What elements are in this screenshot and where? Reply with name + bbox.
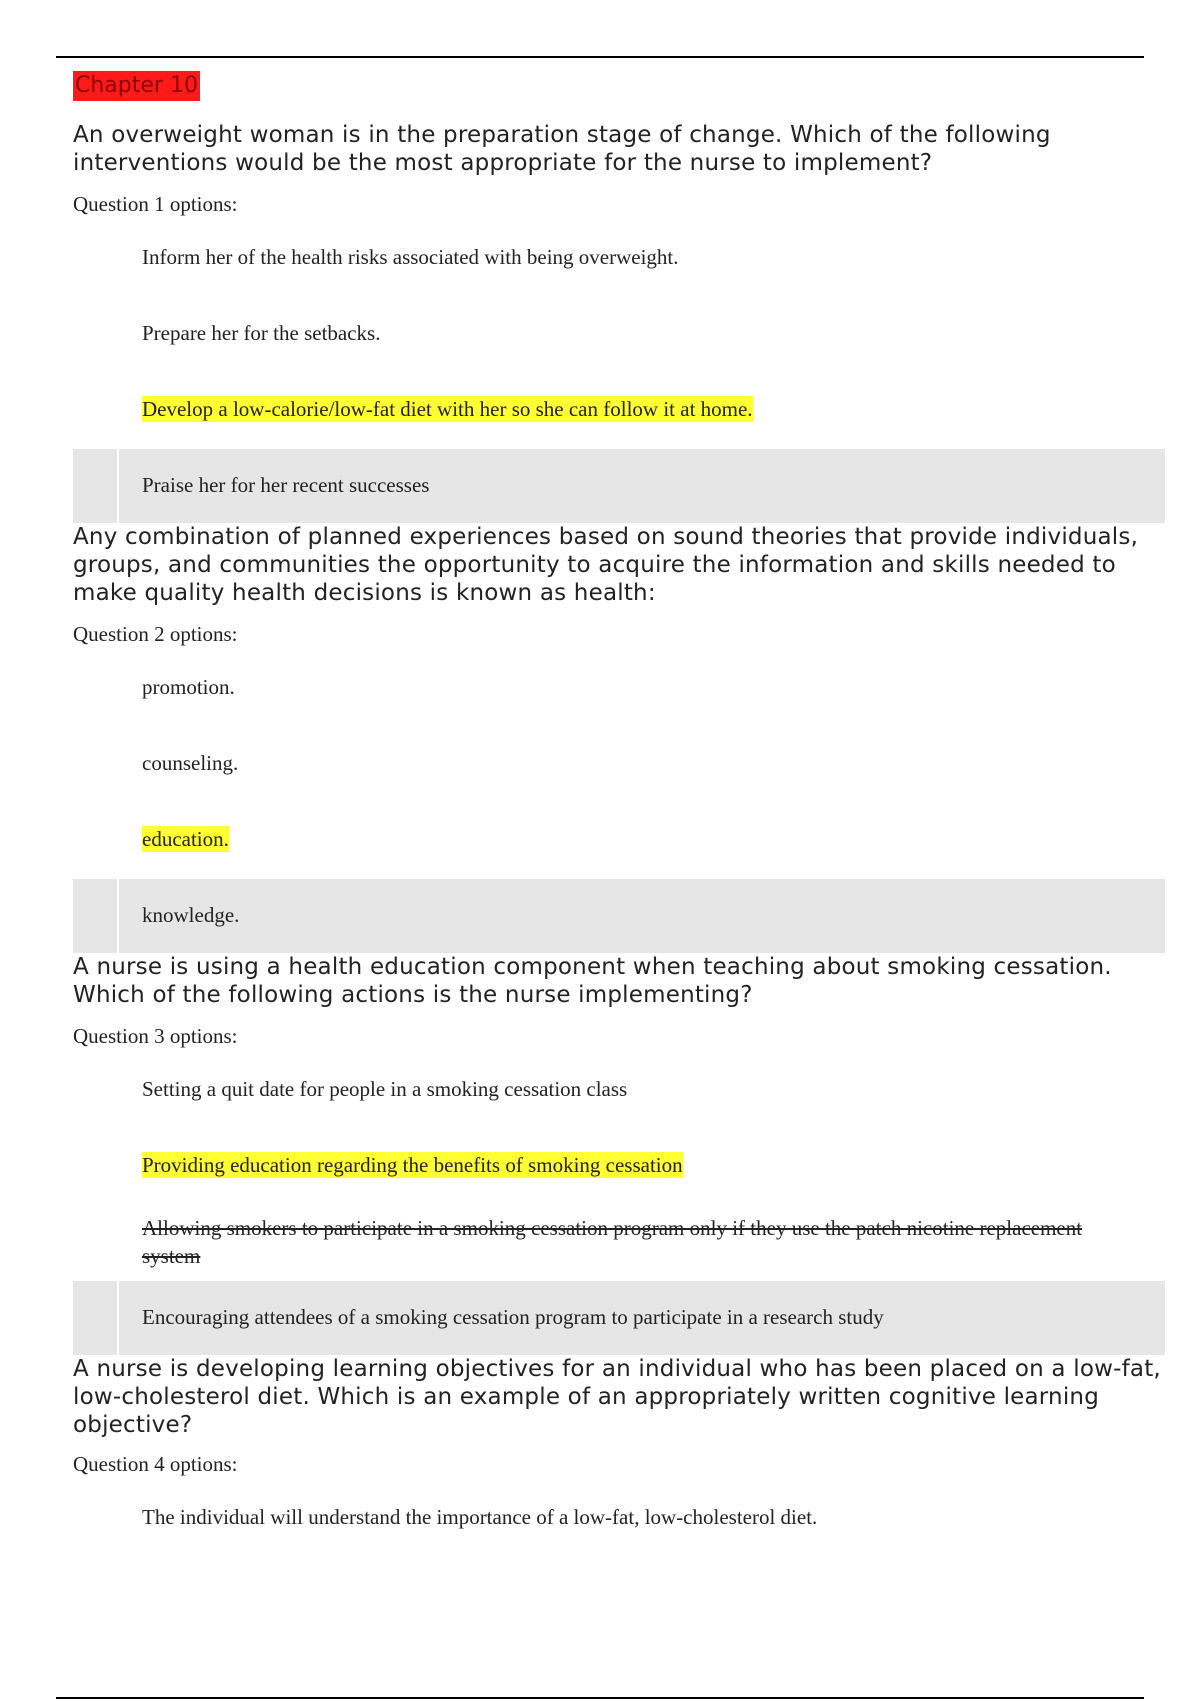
highlighted-answer: education. <box>142 827 229 851</box>
question-1-option-3[interactable] <box>142 395 753 423</box>
question-3-label: Question 3 options: <box>73 1024 238 1048</box>
question-1-text: An overweight woman is in the preparation stage of change. Which of the following interventions would be the most appropriate for the nurse to implement? <box>73 122 1051 176</box>
question-3-text: A nurse is using a health education component when teaching about smoking cessation. Which of the following actions is the nurse implementing? <box>73 954 1112 1008</box>
question-2-option-3[interactable] <box>142 825 229 853</box>
question-2-option-2[interactable]: counseling. <box>142 751 239 775</box>
question-4-text: A nurse is developing learning objectives for an individual who has been placed on a low-fat, low-cholesterol diet. Which is an example of an appropriately written cognitive learning objective? <box>73 1356 1161 1438</box>
question-1-option-4[interactable]: Praise her for her recent successes <box>142 473 430 497</box>
highlighted-answer: Develop a low-calorie/low-fat diet with her so she can follow it at home. <box>142 397 753 421</box>
question-4-option-1[interactable]: The individual will understand the importance of a low-fat, low-cholesterol diet. <box>142 1505 818 1529</box>
option-marker-cell <box>73 879 119 953</box>
question-3-option-4[interactable]: Encouraging attendees of a smoking cessation program to participate in a research study <box>142 1305 884 1329</box>
question-2-label: Question 2 options: <box>73 622 238 646</box>
question-1-option-2[interactable]: Prepare her for the setbacks. <box>142 321 381 345</box>
option-marker-cell <box>73 1281 119 1355</box>
chapter-heading: Chapter 10 <box>73 71 200 101</box>
question-2-option-4[interactable]: knowledge. <box>142 903 240 927</box>
question-3-option-3[interactable]: Allowing smokers to participate in a smoking cessation program only if they use the patch nicotine replacement system <box>142 1216 1083 1268</box>
question-1-label: Question 1 options: <box>73 192 238 216</box>
option-marker-cell <box>73 449 119 523</box>
top-rule <box>56 56 1144 58</box>
question-3-option-1[interactable]: Setting a quit date for people in a smoking cessation class <box>142 1077 628 1101</box>
question-4-label: Question 4 options: <box>73 1452 238 1476</box>
bottom-rule <box>56 1697 1144 1699</box>
question-2-text: Any combination of planned experiences based on sound theories that provide individuals, groups, and communities the opportunity to acquire the information and skills needed to make quality health decisions is known as health: <box>73 524 1139 606</box>
question-1-option-1[interactable]: Inform her of the health risks associated with being overweight. <box>142 245 679 269</box>
question-3-option-2[interactable] <box>142 1151 683 1179</box>
highlighted-answer: Providing education regarding the benefits of smoking cessation <box>142 1153 683 1177</box>
question-2-option-1[interactable]: promotion. <box>142 675 235 699</box>
